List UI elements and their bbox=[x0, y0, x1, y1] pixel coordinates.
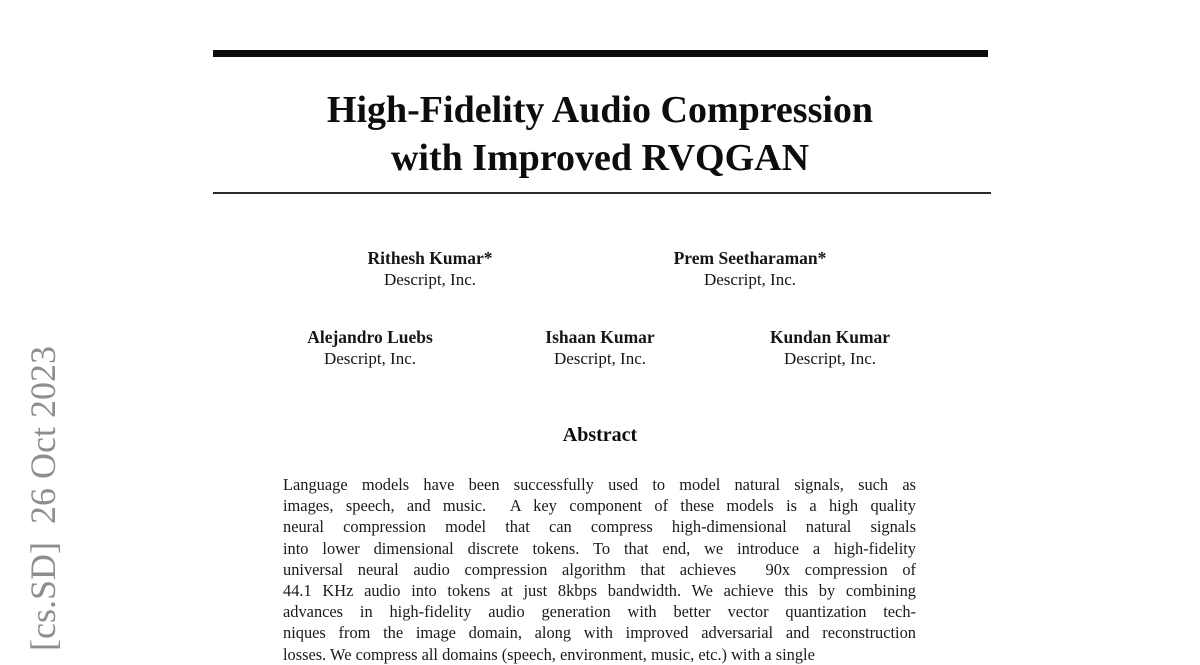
paper-title bbox=[0, 86, 1200, 182]
paper-title-line-2: with Improved RVQGAN bbox=[390, 137, 810, 179]
author-name: Rithesh Kumar* bbox=[367, 248, 493, 268]
abstract-line: images, speech, and music. A key component of these models is a high quality bbox=[283, 496, 916, 516]
abstract-line: Language models have been successfully used to model natural signals, such as bbox=[283, 475, 916, 494]
abstract-line: into lower dimensional discrete tokens. To that end, we introduce a high-fidelity bbox=[283, 538, 916, 558]
author-name: Ishaan Kumar bbox=[545, 327, 655, 347]
author-affiliation: Descript, Inc. bbox=[703, 270, 797, 289]
author-name: Kundan Kumar bbox=[769, 327, 891, 347]
abstract-body bbox=[283, 474, 916, 665]
title-separator-rule bbox=[213, 192, 991, 194]
author-block bbox=[330, 247, 530, 291]
abstract-line: neural compression model that can compress high-dimensional natural signals bbox=[283, 517, 916, 537]
abstract-line: universal neural audio compression algorithm that achieves 90x compression of bbox=[283, 559, 916, 579]
author-name: Alejandro Luebs bbox=[307, 327, 433, 347]
top-rule bbox=[213, 50, 988, 57]
author-affiliation: Descript, Inc. bbox=[323, 349, 417, 368]
author-block bbox=[650, 247, 850, 291]
paper-title-line-1: High-Fidelity Audio Compression bbox=[326, 89, 874, 131]
author-affiliation: Descript, Inc. bbox=[383, 270, 477, 289]
abstract-line: niques from the image domain, along with improved adversarial and reconstruction bbox=[283, 623, 916, 643]
arxiv-category-date-stamp: [cs.SD] 26 Oct 2023 bbox=[23, 346, 63, 651]
author-name: Prem Seetharaman* bbox=[673, 248, 827, 268]
abstract-line: advances in high-fidelity audio generation with better vector quantization tech- bbox=[283, 602, 916, 622]
author-block bbox=[500, 326, 700, 370]
abstract-heading: Abstract bbox=[562, 424, 638, 446]
author-affiliation: Descript, Inc. bbox=[783, 349, 877, 368]
authors-row-2 bbox=[270, 326, 930, 370]
author-block bbox=[730, 326, 930, 370]
author-block bbox=[270, 326, 470, 370]
abstract-line-clipped: losses. We compress all domains (speech, environment, music, etc.) with a single bbox=[283, 644, 815, 664]
abstract-line: 44.1 KHz audio into tokens at just 8kbps bandwidth. We achieve this by combining bbox=[283, 581, 916, 601]
authors-row-1 bbox=[330, 247, 850, 291]
author-affiliation: Descript, Inc. bbox=[553, 349, 647, 368]
